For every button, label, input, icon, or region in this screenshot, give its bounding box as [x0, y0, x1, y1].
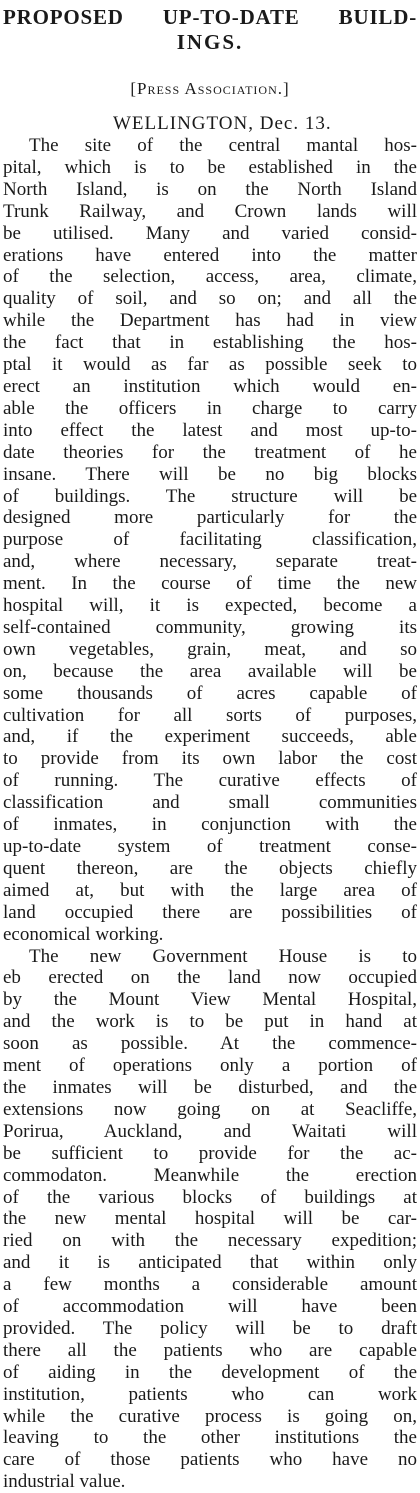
body-line: some thousands of acres capable of [3, 682, 417, 704]
body-line: leaving to the other institutions the [3, 1427, 417, 1449]
body-line: extensions now going on at Seacliffe, [3, 1098, 417, 1120]
body-line: on, because the area available will be [3, 660, 417, 682]
body-line: erect an institution which would en- [3, 375, 417, 397]
body-line: eb erected on the land now occupied [3, 967, 417, 989]
body-line: of buildings. The structure will be [3, 485, 417, 507]
body-line: quality of soil, and so on; and all the [3, 288, 417, 310]
body-line: aimed at, but with the large area of [3, 879, 417, 901]
body-line: able the officers in charge to carry [3, 397, 417, 419]
agency-open-bracket: [ [130, 79, 137, 98]
body-line: be sufficient to provide for the ac- [3, 1142, 417, 1164]
body-line: of running. The curative effects of [3, 770, 417, 792]
body-line: Trunk Railway, and Crown lands will [3, 200, 417, 222]
body-line: cultivation for all sorts of purposes, [3, 704, 417, 726]
body-line: own vegetables, grain, meat, and so [3, 638, 417, 660]
body-line: of the various blocks of buildings at [3, 1186, 417, 1208]
body-line: provided. The policy will be to draft [3, 1317, 417, 1339]
body-line: of the selection, access, area, climate, [3, 266, 417, 288]
body-line: to provide from its own labor the cost [3, 748, 417, 770]
body-line: erations have entered into the matter [3, 244, 417, 266]
headline: PROPOSED UP-TO-DATE BUILD- [3, 5, 417, 29]
body-line: care of those patients who have no [3, 1449, 417, 1471]
body-line: up-to-date system of treatment conse- [3, 836, 417, 857]
body-line: The site of the central mantal hos- [29, 135, 417, 156]
body-line: date theories for the treatment of he [3, 441, 417, 463]
body-line: soon as possible. At the commence- [3, 1033, 417, 1055]
body-line: ment of operations only a portion of [3, 1055, 417, 1077]
headline-continuation: INGS. [176, 30, 244, 54]
body-line: economical working. [3, 923, 164, 945]
body-line: purpose of facilitating classification, [3, 529, 417, 551]
body-line: The new Government House is to [29, 945, 417, 967]
body-line: self-contained community, growing its [3, 616, 417, 638]
body-line: designed more particularly for the [3, 507, 417, 529]
body-line: of accommodation will have been [3, 1296, 417, 1318]
body-line: commodaton. Meanwhile the erection [3, 1164, 417, 1186]
body-line: ried on with the necessary expedition; [3, 1230, 417, 1252]
body-line: and, if the experiment succeeds, able [3, 726, 417, 748]
body-line: there all the patients who are capable [3, 1339, 417, 1361]
body-line: land occupied there are possibilities of [3, 901, 417, 923]
body-line: a few months a considerable amount [3, 1274, 417, 1296]
body-line: the fact that in establishing the hos- [3, 332, 417, 354]
body-line: hospital will, it is expected, become a [3, 595, 417, 617]
body-line: pital, which is to be established in the [3, 156, 417, 178]
body-line: insane. There will be no big blocks [3, 463, 417, 485]
body-line: be utilised. Many and varied consid- [3, 222, 417, 244]
dateline: WELLINGTON, Dec. 13. [113, 113, 332, 134]
article-body [3, 135, 417, 1493]
body-line: ptal it would as far as possible seek to [3, 354, 417, 376]
body-line: quent thereon, are the objects chiefly [3, 857, 417, 879]
body-line: of inmates, in conjunction with the [3, 814, 417, 836]
body-line: while the curative process is going on, [3, 1405, 417, 1427]
body-line: into effect the latest and most up-to- [3, 419, 417, 441]
body-line: and it is anticipated that within only [3, 1252, 417, 1274]
body-line: North Island, is on the North Island [3, 178, 417, 200]
body-line: the new mental hospital will be car- [3, 1208, 417, 1230]
body-line: ment. In the course of time the new [3, 573, 417, 595]
agency-name: Press Association. [137, 79, 283, 98]
body-line: and, where necessary, separate treat- [3, 551, 417, 573]
body-line: institution, patients who can work [3, 1383, 417, 1405]
body-line: Porirua, Auckland, and Waitati will [3, 1120, 417, 1142]
body-line: by the Mount View Mental Hospital, [3, 989, 417, 1011]
agency-credit [3, 78, 417, 100]
agency-close-bracket: ] [282, 79, 290, 98]
body-line: classification and small communities [3, 792, 417, 814]
body-line: the inmates will be disturbed, and the [3, 1076, 417, 1098]
body-line: while the Department has had in view [3, 310, 417, 332]
body-line: of aiding in the development of the [3, 1361, 417, 1383]
body-line: industrial value. [3, 1471, 126, 1493]
body-line: and the work is to be put in hand at [3, 1011, 417, 1033]
